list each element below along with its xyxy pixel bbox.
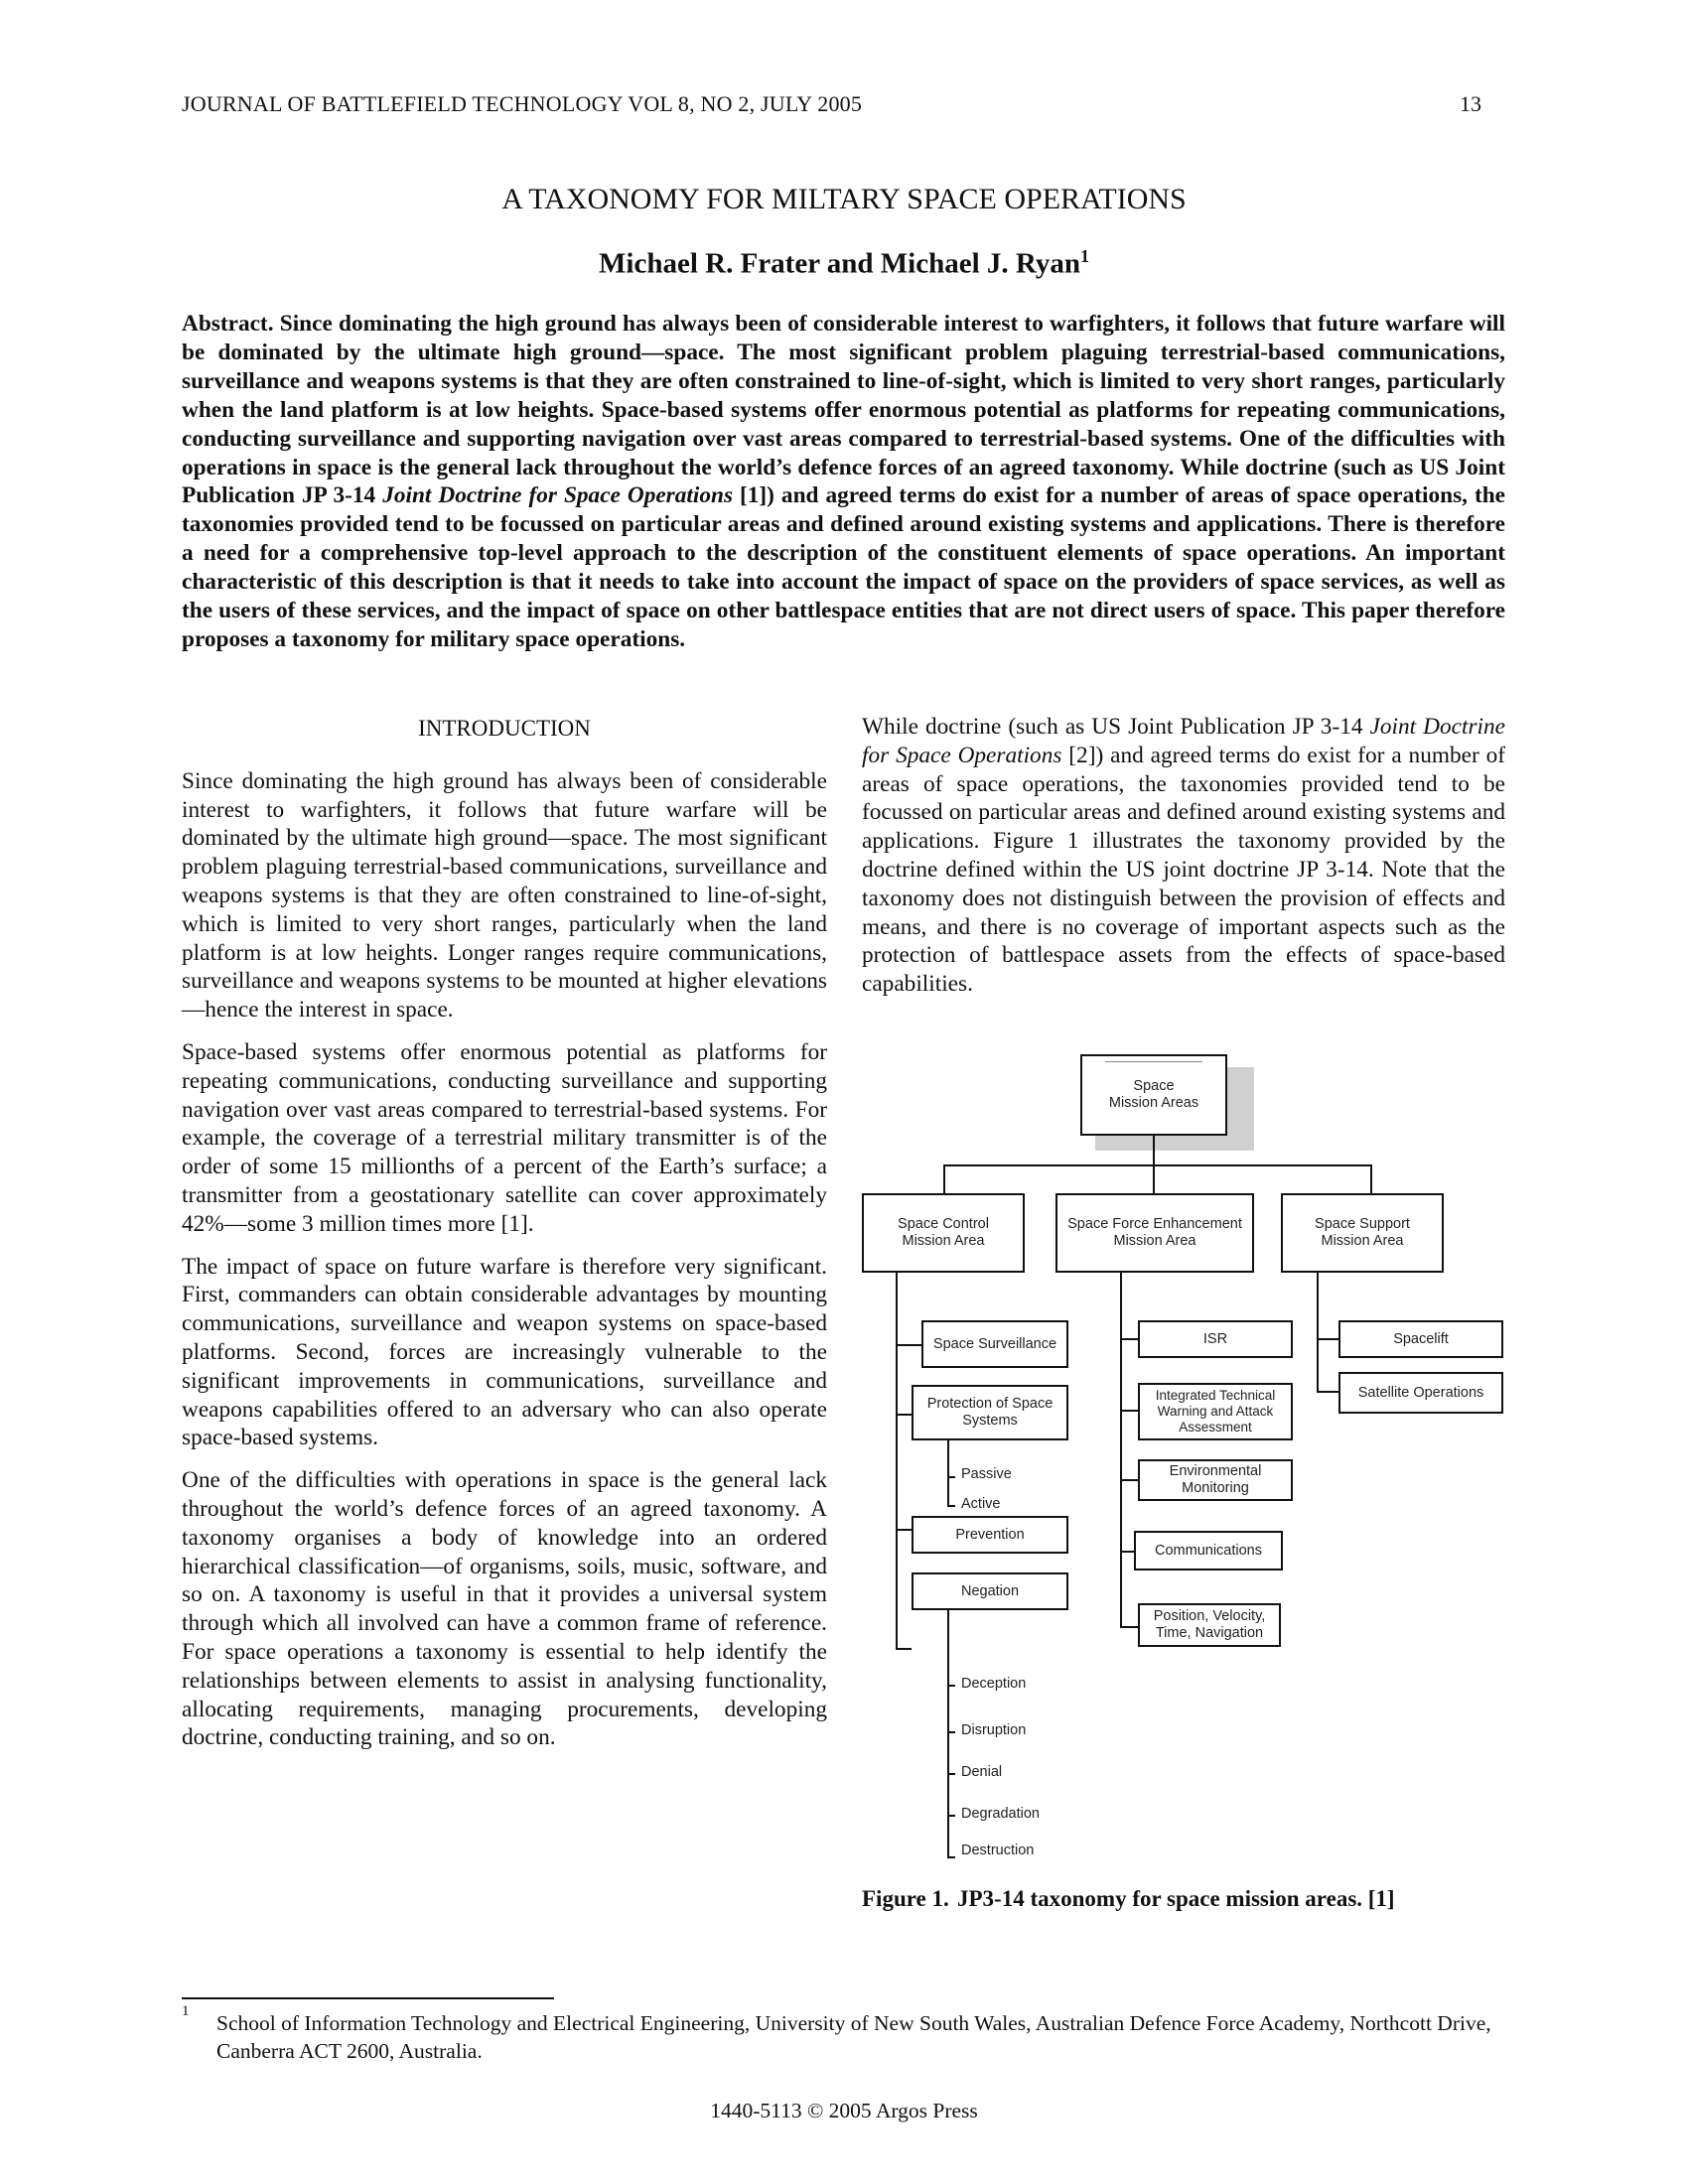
right-italic-title: Joint Doctrine for Space Operations	[862, 714, 1505, 768]
connector	[1317, 1273, 1319, 1393]
itwaa-box: Integrated Technical Warning and Attack Assessment	[1138, 1383, 1293, 1440]
deception-label: Deception	[961, 1676, 1027, 1692]
connector	[1317, 1338, 1338, 1340]
intro-paragraph-4: One of the difficulties with operations in space is the general lack throughout the world’s defence forces of an agreed taxonomy. A taxonomy organises a body of knowledge into an ordered hierarchical classification—of organisms, soils, music, software, and so on. A taxonomy is useful in that it provides a universal system through which all involved can have a common frame of reference. For space operations a taxonomy is essential to help identify the relationships between elements to assist in analysing functionality, allocating requirements, managing procurements, developing doctrine, conducting training, and so on.	[182, 1467, 827, 1751]
protection-box: Protection of Space Systems	[912, 1385, 1068, 1440]
figure-caption	[862, 1886, 1517, 1912]
footnote-rule	[182, 1997, 554, 1999]
space-surveillance-box: Space Surveillance	[921, 1320, 1068, 1368]
author-footnote-mark: 1	[1079, 246, 1089, 266]
abstract-text-2: [1]) and agreed terms do exist for a number of areas of space operations, the taxonomies provided tend to be focussed on particular areas and defined around existing systems and applications. There is therefore a need for a comprehensive top-level approach to the description of the constituent elements of space operations. An important characteristic of this description is that it needs to take into account the impact of space on the providers of space services, as well as the users of these services, and the impact of space on other battlespace entities that are not direct users of space. This paper therefore proposes a taxonomy for military space operations.	[182, 482, 1506, 652]
prevention-box: Prevention	[912, 1516, 1068, 1554]
paper-title: A TAXONOMY FOR MILTARY SPACE OPERATIONS	[501, 183, 1187, 215]
footnote-text: School of Information Technology and Electrical Engineering, University of New South Wales, Australian Defence Force Academy, Northcott Drive, Canberra ACT 2600, Australia.	[216, 2011, 1491, 2063]
figure-number: Figure 1.	[862, 1886, 949, 1911]
connector	[896, 1344, 922, 1346]
connector	[947, 1505, 955, 1507]
taxonomy-diagram	[854, 1052, 1509, 1866]
destruction-label: Destruction	[961, 1843, 1035, 1858]
connector	[896, 1648, 912, 1650]
abstract-text-1: Abstract. Since dominating the high ground has always been of considerable interest to warfighters, it follows that future warfare will be dominated by the ultimate high ground—space. The most significant problem plaguing terrestrial-based communications, surveillance and weapons systems is that they are often constrained to line-of-sight, which is limited to very short ranges, particularly when the land platform is at low heights. Space-based systems offer enormous potential as platforms for repeating communications, conducting surveillance and supporting navigation over vast areas compared to terrestrial-based systems. One of the difficulties with operations in space is the general lack throughout the world’s defence forces of an agreed taxonomy. While doctrine (such as US Joint Publication JP 3-14	[182, 311, 1505, 509]
abstract	[182, 310, 1505, 654]
right-text-1: While doctrine (such as US Joint Publication JP 3-14	[862, 714, 1370, 740]
space-control-box: Space Control Mission Area	[862, 1193, 1025, 1273]
connector	[947, 1731, 955, 1733]
communications-box: Communications	[1134, 1531, 1283, 1570]
connector	[947, 1815, 955, 1817]
author-names: Michael R. Frater and Michael J. Ryan	[599, 247, 1080, 280]
connector	[943, 1164, 945, 1193]
right-text-2: [2]) and agreed terms do exist for a number of areas of space operations, the taxonomies provided tend to be focussed on particular areas and defined around existing systems and applications. Figure 1 illustrates the taxonomy provided by the doctrine defined within the US joint doctrine JP 3-14. Note that the taxonomy does not distinguish between the provision of effects and means, and there is no coverage of important aspects such as the protection of battlespace assets from the effects of space-based capabilities.	[862, 742, 1505, 998]
space-support-box: Space Support Mission Area	[1281, 1193, 1444, 1273]
denial-label: Denial	[961, 1764, 1003, 1780]
left-column	[182, 715, 827, 1766]
right-paragraph-1	[862, 713, 1505, 999]
satellite-operations-box: Satellite Operations	[1338, 1372, 1503, 1414]
connector	[943, 1164, 1370, 1166]
intro-paragraph-3: The impact of space on future warfare is therefore very significant. First, commanders can obtain considerable advantages by mounting communications, surveillance and weapon systems on space-based platforms. Second, forces are increasingly vulnerable to the significant improvements in communications, surveillance and weapons capabilities offered to an adversary who can also operate space-based systems.	[182, 1253, 827, 1451]
intro-paragraph-2: Space-based systems offer enormous potential as platforms for repeating communications, conducting surveillance and supporting navigation over vast areas compared to terrestrial-based systems. For example, the coverage of a terrestrial military transmitter is of the order of some 15 millionths of a percent of the Earth’s surface; a transmitter from a geostationary satellite can cover approximately 42%—some 3 million times more [1].	[182, 1038, 827, 1237]
right-column	[862, 713, 1505, 1013]
environmental-monitoring-box: Environmental Monitoring	[1138, 1459, 1293, 1501]
space-force-enhancement-box: Space Force Enhancement Mission Area	[1055, 1193, 1254, 1273]
authors	[0, 246, 1688, 281]
page-number: 13	[1460, 91, 1481, 116]
section-heading-introduction: INTRODUCTION	[418, 716, 591, 741]
root-inner-line	[1105, 1061, 1202, 1062]
connector	[947, 1856, 955, 1858]
connector	[1317, 1391, 1338, 1393]
connector	[1120, 1273, 1122, 1628]
pvtn-box: Position, Velocity, Time, Navigation	[1138, 1603, 1281, 1647]
negation-box: Negation	[912, 1572, 1068, 1610]
connector	[947, 1440, 949, 1507]
connector	[896, 1414, 912, 1416]
connector	[947, 1476, 955, 1478]
active-label: Active	[961, 1496, 1001, 1512]
connector	[947, 1610, 949, 1858]
connector	[1370, 1164, 1372, 1193]
intro-paragraph-1: Since dominating the high ground has always been of considerable interest to warfighters, it follows that future warfare will be dominated by the ultimate high ground—space. The most significant problem plaguing terrestrial-based communications, surveillance and weapons systems is that they are often constrained to line-of-sight, which is limited to very short ranges, particularly when the land platform is at low heights. Longer ranges require communications, surveillance and weapons systems to be mounted at higher elevations—hence the interest in space.	[182, 767, 827, 1024]
connector	[1120, 1551, 1134, 1553]
spacelift-box: Spacelift	[1338, 1320, 1503, 1358]
connector	[947, 1685, 955, 1687]
connector	[1120, 1338, 1138, 1340]
root-box: Space Mission Areas	[1080, 1054, 1227, 1136]
figure-caption-text: JP3-14 taxonomy for space mission areas. [1]	[957, 1886, 1395, 1911]
connector	[896, 1273, 898, 1650]
isr-box: ISR	[1138, 1320, 1293, 1358]
connector	[1120, 1479, 1138, 1481]
passive-label: Passive	[961, 1466, 1012, 1482]
footnote-mark: 1	[182, 2003, 190, 2019]
abstract-italic-title: Joint Doctrine for Space Operations	[382, 482, 734, 509]
page-footer: 1440-5113 © 2005 Argos Press	[710, 2099, 978, 2122]
degradation-label: Degradation	[961, 1806, 1040, 1822]
running-header: JOURNAL OF BATTLEFIELD TECHNOLOGY VOL 8, NO 2, JULY 2005	[182, 91, 863, 116]
connector	[1120, 1626, 1138, 1628]
connector	[1120, 1410, 1138, 1412]
connector	[896, 1529, 912, 1531]
disruption-label: Disruption	[961, 1722, 1027, 1738]
connector	[947, 1773, 955, 1775]
